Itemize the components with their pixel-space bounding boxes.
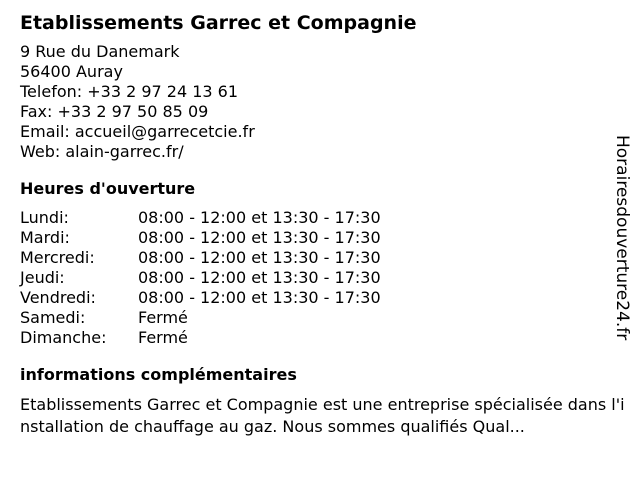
hours-time: 08:00 - 12:00 et 13:30 - 17:30: [138, 228, 381, 247]
hours-time: 08:00 - 12:00 et 13:30 - 17:30: [138, 248, 381, 267]
contact-block: [20, 42, 632, 162]
hours-time: Fermé: [138, 308, 188, 327]
company-name: Etablissements Garrec et Compagnie: [20, 12, 417, 34]
hours-day: Mardi:: [20, 228, 70, 247]
hours-day: Mercredi:: [20, 248, 95, 267]
hours-row: [20, 208, 632, 228]
business-listing: [20, 10, 632, 438]
hours-time: 08:00 - 12:00 et 13:30 - 17:30: [138, 268, 381, 287]
description-text: Etablissements Garrec et Compagnie est une entreprise spécialisée dans l'installation de chauffage au gaz. Nous sommes qualifiés Qual...: [20, 395, 625, 436]
hours-time: 08:00 - 12:00 et 13:30 - 17:30: [138, 208, 381, 227]
watermark: [612, 135, 632, 345]
info-heading: informations complémentaires: [20, 365, 297, 384]
hours-day: Samedi:: [20, 308, 86, 327]
hours-row: [20, 328, 632, 348]
hours-day: Vendredi:: [20, 288, 96, 307]
hours-row: [20, 228, 632, 248]
hours-table: [20, 208, 632, 348]
fax-line: Fax: +33 2 97 50 85 09: [20, 102, 209, 121]
hours-heading: Heures d'ouverture: [20, 179, 196, 198]
hours-day: Jeudi:: [20, 268, 65, 287]
hours-row: [20, 308, 632, 328]
hours-day: Lundi:: [20, 208, 69, 227]
hours-time: Fermé: [138, 328, 188, 347]
postal-city: 56400 Auray: [20, 62, 123, 81]
phone-line: Telefon: +33 2 97 24 13 61: [20, 82, 239, 101]
web-line: Web: alain-garrec.fr/: [20, 142, 184, 161]
street-address: 9 Rue du Danemark: [20, 42, 180, 61]
hours-row: [20, 288, 632, 308]
hours-row: [20, 248, 632, 268]
hours-time: 08:00 - 12:00 et 13:30 - 17:30: [138, 288, 381, 307]
watermark-text: Horairesdouverture24.fr: [612, 135, 632, 341]
hours-row: [20, 268, 632, 288]
hours-day: Dimanche:: [20, 328, 107, 347]
email-line: Email: accueil@garrecetcie.fr: [20, 122, 255, 141]
